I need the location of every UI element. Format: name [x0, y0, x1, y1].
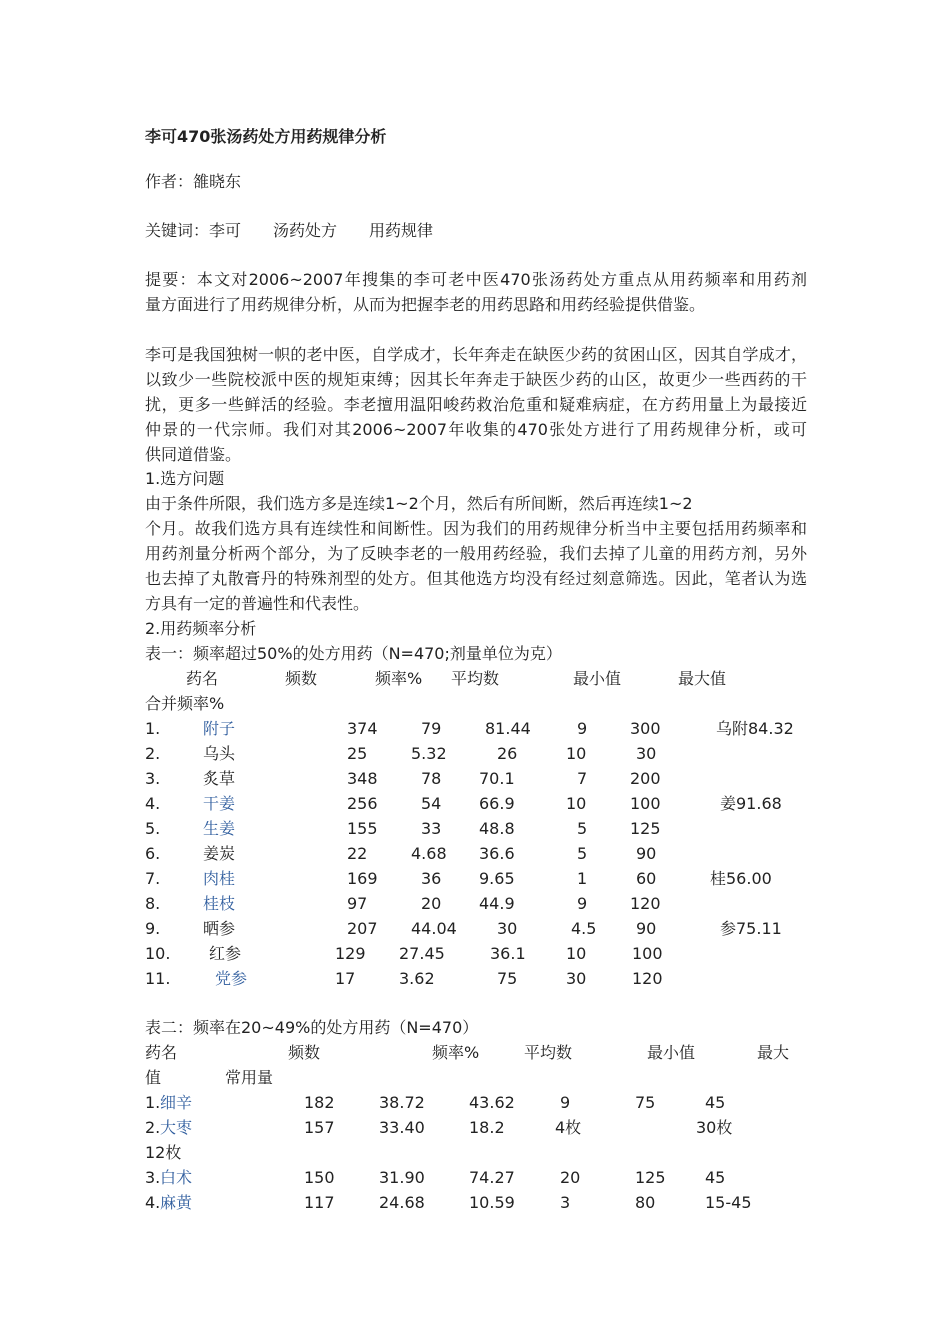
merged-frequency-cell: 参75.11: [720, 919, 782, 938]
percent-cell: 44.04: [411, 919, 457, 938]
percent-cell: 33: [421, 819, 442, 838]
row-index: 1.: [145, 1093, 161, 1112]
row-index: 10.: [145, 944, 171, 963]
intro-line: 扰，更多一些鲜活的经验。李老擅用温阳峻药救治危重和疑难病症，在方药用量上为最接近: [145, 395, 807, 414]
average-cell: 44.9: [479, 894, 515, 913]
percent-cell: 78: [421, 769, 442, 788]
min-cell: 7: [577, 769, 588, 788]
intro-line: 供同道借鉴。: [145, 445, 242, 464]
abstract-line: 提要：本文对2006~2007年搜集的李可老中医470张汤药处方重点从用药频率和用药剂: [145, 270, 807, 289]
row-index: 4.: [145, 1193, 161, 1212]
percent-cell: 4.68: [411, 844, 447, 863]
min-cell: 9: [560, 1093, 571, 1112]
max-cell: 90: [636, 844, 657, 863]
average-cell: 81.44: [485, 719, 531, 738]
usual-dose-cell: 15-45: [705, 1193, 752, 1212]
row-index: 3.: [145, 1168, 161, 1187]
percent-cell: 31.90: [379, 1168, 425, 1187]
table2-header-cell: 药名: [145, 1043, 178, 1062]
min-cell: 10: [566, 794, 587, 813]
percent-cell: 38.72: [379, 1093, 425, 1112]
section1-line: 个月。故我们选方具有连续性和间断性。因为我们的用药规律分析当中主要包括用药频率和: [145, 519, 807, 538]
merged-frequency-cell: 姜91.68: [720, 794, 782, 813]
herb-name[interactable]: 麻黄: [160, 1193, 193, 1212]
max-cell: 125: [630, 819, 661, 838]
average-cell: 30: [497, 919, 518, 938]
frequency-cell: 256: [347, 794, 378, 813]
max-cell: 80: [635, 1193, 656, 1212]
min-cell: 30: [566, 969, 587, 988]
herb-name[interactable]: 生姜: [203, 819, 236, 838]
usual-dose-cell: 45: [705, 1093, 726, 1112]
max-cell: 120: [632, 969, 663, 988]
frequency-cell: 97: [347, 894, 368, 913]
row-index: 8.: [145, 894, 161, 913]
max-cell: 90: [636, 919, 657, 938]
frequency-cell: 22: [347, 844, 368, 863]
frequency-cell: 207: [347, 919, 378, 938]
min-cell: 5: [577, 819, 588, 838]
percent-cell: 27.45: [399, 944, 445, 963]
row-index: 1.: [145, 719, 161, 738]
row-index: 4.: [145, 794, 161, 813]
min-cell: 9: [577, 719, 588, 738]
min-cell: 10: [566, 744, 587, 763]
average-cell: 26: [497, 744, 518, 763]
wrapped-cell: 12枚: [145, 1143, 182, 1162]
percent-cell: 3.62: [399, 969, 435, 988]
section1-line: 方具有一定的普遍性和代表性。: [145, 594, 370, 613]
row-index: 11.: [145, 969, 171, 988]
max-cell: 30: [636, 744, 657, 763]
max-cell: 100: [632, 944, 663, 963]
keywords-line: 关键词：李可 汤药处方 用药规律: [145, 221, 434, 240]
percent-cell: 33.40: [379, 1118, 425, 1137]
herb-name[interactable]: 肉桂: [203, 869, 236, 888]
max-cell: 200: [630, 769, 661, 788]
intro-line: 以致少一些院校派中医的规矩束缚；因其长年奔走于缺医少药的山区，故更少一些西药的干: [145, 370, 807, 389]
row-index: 7.: [145, 869, 161, 888]
percent-cell: 36: [421, 869, 442, 888]
min-cell: 9: [577, 894, 588, 913]
intro-line: 仲景的一代宗师。我们对其2006~2007年收集的470张处方进行了用药规律分析，或可: [145, 420, 807, 439]
row-index: 3.: [145, 769, 161, 788]
herb-name[interactable]: 党参: [215, 969, 248, 988]
herb-name: 红参: [209, 944, 242, 963]
row-index: 2.: [145, 744, 161, 763]
table2-header-cell: 平均数: [524, 1043, 573, 1062]
section-heading-2: 2.用药频率分析: [145, 619, 257, 638]
table2-header-cell: 值 常用量: [145, 1068, 274, 1087]
table1-caption: 表一：频率超过50%的处方用药（N=470;剂量单位为克）: [145, 644, 562, 663]
table1-header-cell: 平均数: [451, 669, 500, 688]
average-cell: 48.8: [479, 819, 515, 838]
table2-header-cell: 最小值: [647, 1043, 696, 1062]
percent-cell: 20: [421, 894, 442, 913]
frequency-cell: 182: [304, 1093, 335, 1112]
table1-header-cell: 频率%: [375, 669, 423, 688]
max-cell: 75: [635, 1093, 656, 1112]
average-cell: 9.65: [479, 869, 515, 888]
table2-header-cell: 频数: [288, 1043, 321, 1062]
row-index: 6.: [145, 844, 161, 863]
frequency-cell: 157: [304, 1118, 335, 1137]
herb-name: 炙草: [203, 769, 236, 788]
frequency-cell: 348: [347, 769, 378, 788]
intro-line: 李可是我国独树一帜的老中医，自学成才，长年奔走在缺医少药的贫困山区，因其自学成才，: [145, 345, 807, 364]
document-title: 李可470张汤药处方用药规律分析: [145, 127, 387, 146]
frequency-cell: 129: [335, 944, 366, 963]
table1-header-cell: 最大值: [678, 669, 727, 688]
min-cell: 4枚: [555, 1118, 582, 1137]
section-heading-1: 1.选方问题: [145, 469, 225, 488]
herb-name[interactable]: 附子: [203, 719, 236, 738]
herb-name: 晒参: [203, 919, 236, 938]
percent-cell: 24.68: [379, 1193, 425, 1212]
average-cell: 18.2: [469, 1118, 505, 1137]
herb-name[interactable]: 细辛: [160, 1093, 193, 1112]
author-line: 作者：雒晓东: [145, 172, 242, 191]
table2-caption: 表二：频率在20~49%的处方用药（N=470）: [145, 1018, 479, 1037]
herb-name[interactable]: 桂枝: [203, 894, 236, 913]
frequency-cell: 117: [304, 1193, 335, 1212]
max-cell: 60: [636, 869, 657, 888]
abstract-line: 量方面进行了用药规律分析，从而为把握李老的用药思路和用药经验提供借鉴。: [145, 295, 706, 314]
min-cell: 5: [577, 844, 588, 863]
average-cell: 70.1: [479, 769, 515, 788]
frequency-cell: 155: [347, 819, 378, 838]
row-index: 5.: [145, 819, 161, 838]
frequency-cell: 25: [347, 744, 368, 763]
frequency-cell: 17: [335, 969, 356, 988]
min-cell: 1: [577, 869, 588, 888]
herb-name[interactable]: 干姜: [203, 794, 236, 813]
average-cell: 74.27: [469, 1168, 515, 1187]
max-cell: 100: [630, 794, 661, 813]
percent-cell: 54: [421, 794, 442, 813]
merged-frequency-cell: 桂56.00: [710, 869, 772, 888]
table1-header-cell: 频数: [285, 669, 318, 688]
average-cell: 10.59: [469, 1193, 515, 1212]
average-cell: 43.62: [469, 1093, 515, 1112]
frequency-cell: 374: [347, 719, 378, 738]
average-cell: 36.6: [479, 844, 515, 863]
herb-name: 乌头: [203, 744, 236, 763]
min-cell: 4.5: [571, 919, 597, 938]
herb-name[interactable]: 大枣: [160, 1118, 193, 1137]
section1-line: 由于条件所限，我们选方多是连续1~2个月，然后有所间断，然后再连续1~2: [145, 494, 693, 513]
average-cell: 36.1: [490, 944, 526, 963]
table1-header-cell: 最小值: [573, 669, 622, 688]
herb-name: 姜炭: [203, 844, 236, 863]
average-cell: 66.9: [479, 794, 515, 813]
average-cell: 75: [497, 969, 518, 988]
frequency-cell: 150: [304, 1168, 335, 1187]
table2-header-cell: 频率%: [432, 1043, 480, 1062]
frequency-cell: 169: [347, 869, 378, 888]
percent-cell: 79: [421, 719, 442, 738]
merged-frequency-cell: 乌附84.32: [716, 719, 794, 738]
usual-dose-cell: 45: [705, 1168, 726, 1187]
max-cell: 300: [630, 719, 661, 738]
row-index: 9.: [145, 919, 161, 938]
max-cell: 125: [635, 1168, 666, 1187]
section1-line: 也去掉了丸散膏丹的特殊剂型的处方。但其他选方均没有经过刻意筛选。因此，笔者认为选: [145, 569, 807, 588]
table1-header-cell: 药名: [186, 669, 219, 688]
usual-dose-cell: 30枚: [696, 1118, 733, 1137]
row-index: 2.: [145, 1118, 161, 1137]
herb-name[interactable]: 白术: [160, 1168, 193, 1187]
max-cell: 120: [630, 894, 661, 913]
min-cell: 10: [566, 944, 587, 963]
table1-header-cell: 合并频率%: [145, 694, 225, 713]
section1-line: 用药剂量分析两个部分，为了反映李老的一般用药经验，我们去掉了儿童的用药方剂，另外: [145, 544, 807, 563]
min-cell: 3: [560, 1193, 571, 1212]
min-cell: 20: [560, 1168, 581, 1187]
percent-cell: 5.32: [411, 744, 447, 763]
table2-header-cell: 最大: [757, 1043, 790, 1062]
